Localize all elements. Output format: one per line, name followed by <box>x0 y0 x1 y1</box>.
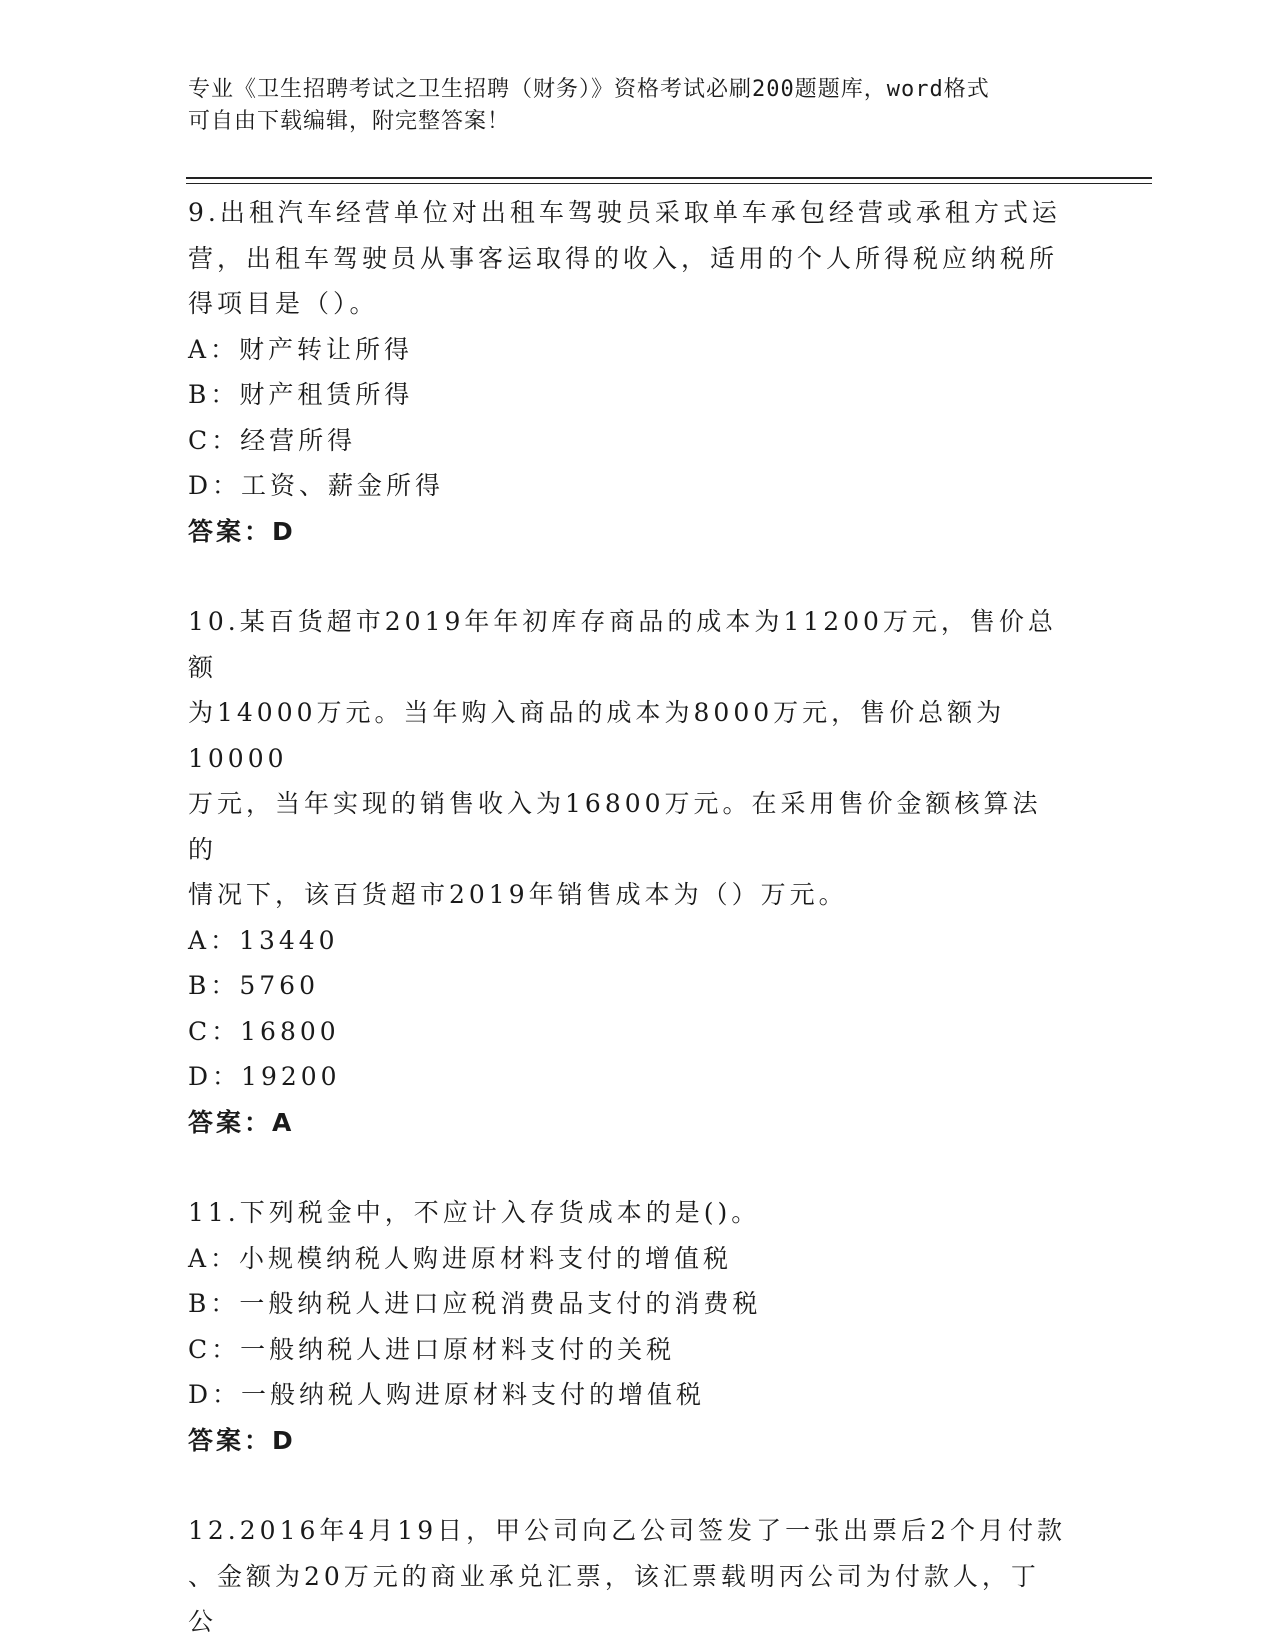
option-b: B：财产租赁所得 <box>188 380 414 409</box>
question-stem-line: 得项目是（）。 <box>188 289 379 318</box>
question-spacer <box>188 1463 1068 1508</box>
question-12 <box>188 1508 1068 1645</box>
answer: 答案：A <box>188 1107 295 1137</box>
header-line-1: 专业《卫生招聘考试之卫生招聘（财务）》资格考试必刷200题题库，word格式 <box>188 77 990 102</box>
header-rule-thick <box>186 177 1152 179</box>
option-b: B：5760 <box>188 971 319 1000</box>
option-b: B：一般纳税人进口应税消费品支付的消费税 <box>188 1289 762 1318</box>
question-10 <box>188 599 1068 1145</box>
question-stem-line: 为14000万元。当年购入商品的成本为8000万元，售价总额为10000 <box>188 698 1006 773</box>
option-d: D：一般纳税人购进原材料支付的增值税 <box>188 1380 706 1409</box>
document-header <box>188 74 1068 138</box>
question-9 <box>188 190 1068 554</box>
option-a: A：财产转让所得 <box>188 334 414 364</box>
question-11 <box>188 1190 1068 1463</box>
question-stem-line: 万元，当年实现的销售收入为16800万元。在采用售价金额核算法的 <box>188 789 1042 864</box>
option-d: D：工资、薪金所得 <box>188 471 445 500</box>
question-list <box>188 190 1068 1645</box>
option-a: A：小规模纳税人购进原材料支付的增值税 <box>188 1243 733 1273</box>
question-stem-line: 、金额为20万元的商业承兑汇票，该汇票载明丙公司为付款人，丁公 <box>188 1561 1040 1636</box>
question-stem-line: 10.某百货超市2019年年初库存商品的成本为11200万元，售价总额 <box>188 607 1057 682</box>
option-c: C：一般纳税人进口原材料支付的关税 <box>188 1334 676 1364</box>
question-stem-line: 情况下，该百货超市2019年销售成本为（）万元。 <box>188 880 848 909</box>
question-stem-line: 11.下列税金中，不应计入存货成本的是()。 <box>188 1198 761 1227</box>
option-d: D：19200 <box>188 1062 341 1091</box>
header-line-2: 可自由下载编辑，附完整答案！ <box>188 109 511 134</box>
answer: 答案：D <box>188 1425 296 1455</box>
option-c: C：经营所得 <box>188 425 357 455</box>
question-stem-line: 9.出租汽车经营单位对出租车驾驶员采取单车承包经营或承租方式运 <box>188 198 1061 227</box>
question-spacer <box>188 1145 1068 1190</box>
answer: 答案：D <box>188 516 296 546</box>
question-stem-line: 12.2016年4月19日，甲公司向乙公司签发了一张出票后2个月付款 <box>188 1516 1067 1545</box>
question-stem-line: 营，出租车驾驶员从事客运取得的收入，适用的个人所得税应纳税所 <box>188 243 1059 273</box>
question-spacer <box>188 554 1068 599</box>
header-rule-thin <box>186 183 1152 184</box>
option-c: C：16800 <box>188 1016 340 1046</box>
option-a: A：13440 <box>188 925 339 955</box>
